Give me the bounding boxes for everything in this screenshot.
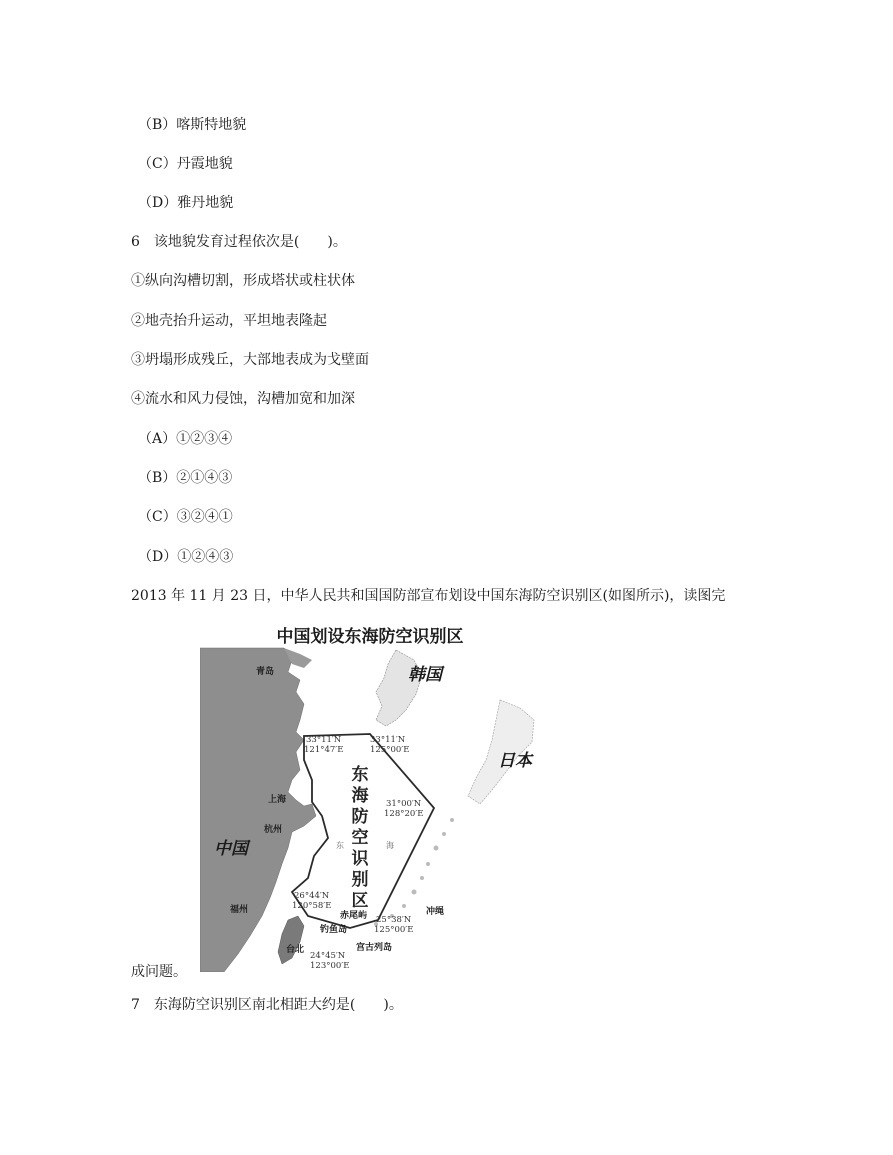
svg-text:123°00′E: 123°00′E bbox=[310, 961, 350, 971]
q6-option-d: （D）①②④③ bbox=[138, 549, 234, 565]
coord-s bbox=[310, 951, 349, 971]
china-label: 中国 bbox=[214, 839, 248, 859]
fuzhou-label: 福州 bbox=[230, 905, 249, 915]
svg-text:33°11′N: 33°11′N bbox=[306, 735, 342, 745]
option-b-karst: （B）喀斯特地貌 bbox=[138, 117, 247, 133]
svg-text:区: 区 bbox=[351, 891, 369, 911]
chiwei-label: 赤尾屿 bbox=[340, 911, 368, 921]
intro-paragraph-end: 成问题。 bbox=[131, 964, 187, 980]
svg-text:别: 别 bbox=[351, 870, 369, 890]
hangzhou-label: 杭州 bbox=[264, 825, 283, 835]
coord-e bbox=[384, 799, 423, 819]
svg-text:120°58′E: 120°58′E bbox=[292, 901, 332, 911]
miyako-label: 宫古列岛 bbox=[356, 943, 393, 953]
coord-se bbox=[374, 915, 413, 935]
svg-text:东: 东 bbox=[351, 765, 369, 785]
zone-label bbox=[352, 764, 370, 911]
taibei-label: 台北 bbox=[286, 945, 305, 955]
korea-label: 韩国 bbox=[408, 665, 442, 685]
svg-text:125°00′E: 125°00′E bbox=[374, 925, 414, 935]
svg-text:125°00′E: 125°00′E bbox=[370, 745, 410, 755]
shanghai-label: 上海 bbox=[268, 795, 287, 805]
qingdao-label: 青岛 bbox=[256, 667, 275, 677]
japan-label: 日本 bbox=[498, 751, 532, 771]
question-6: 6 该地貌发育过程依次是( )。 bbox=[131, 234, 347, 250]
intro-paragraph: 2013 年 11 月 23 日，中华人民共和国国防部宣布划设中国东海防空识别区(如图所示)，读图完 bbox=[131, 588, 726, 604]
option-c-danxia: （C）丹霞地貌 bbox=[138, 156, 233, 172]
svg-text:128°20′E: 128°20′E bbox=[384, 809, 424, 819]
question-7: 7 东海防空识别区南北相距大约是( )。 bbox=[131, 997, 403, 1013]
map-title: 中国划设东海防空识别区 bbox=[276, 627, 464, 647]
svg-text:33°11′N: 33°11′N bbox=[370, 735, 406, 745]
svg-text:24°45′N: 24°45′N bbox=[310, 951, 346, 961]
step-2: ②地壳抬升运动，平坦地表隆起 bbox=[131, 313, 327, 329]
coord-ne bbox=[370, 735, 409, 755]
coord-w bbox=[292, 891, 331, 911]
q6-option-c: （C）③②④① bbox=[138, 509, 233, 525]
step-4: ④流水和风力侵蚀，沟槽加宽和加深 bbox=[131, 391, 355, 407]
svg-text:空: 空 bbox=[351, 828, 369, 848]
svg-text:海: 海 bbox=[351, 786, 369, 806]
svg-text:26°44′N: 26°44′N bbox=[294, 891, 330, 901]
step-3: ③坍塌形成残丘，大部地表成为戈壁面 bbox=[131, 352, 369, 368]
sea-char: 海 bbox=[386, 841, 394, 850]
svg-text:25°38′N: 25°38′N bbox=[376, 915, 412, 925]
svg-text:31°00′N: 31°00′N bbox=[386, 799, 422, 809]
coord-nw bbox=[304, 735, 343, 755]
q6-option-b: （B）②①④③ bbox=[138, 470, 233, 486]
adiz-map-figure bbox=[200, 620, 540, 972]
option-d-yardang: （D）雅丹地貌 bbox=[138, 195, 234, 211]
svg-text:识: 识 bbox=[351, 849, 369, 869]
svg-text:121°47′E: 121°47′E bbox=[304, 745, 344, 755]
diaoyu-label: 钓鱼岛 bbox=[320, 925, 348, 935]
svg-text:防: 防 bbox=[351, 807, 369, 827]
step-1: ①纵向沟槽切割，形成塔状或柱状体 bbox=[131, 273, 355, 289]
q6-option-a: （A）①②③④ bbox=[138, 431, 233, 447]
east-char: 东 bbox=[336, 841, 344, 850]
okinawa-label: 冲绳 bbox=[426, 907, 445, 917]
